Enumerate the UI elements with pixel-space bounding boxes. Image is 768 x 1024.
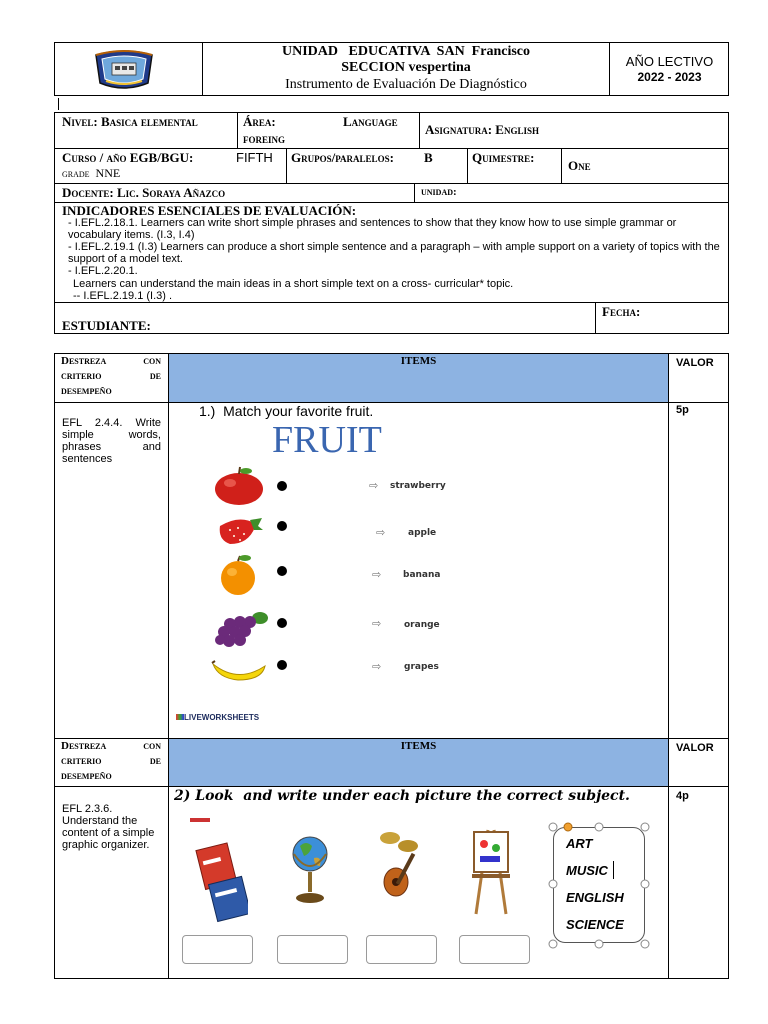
- globe-icon: [290, 826, 330, 913]
- grupos-label: Grupos/paralelos:: [291, 150, 394, 165]
- music-instruments-icon: [378, 828, 428, 905]
- section1-destreza-text: EFL 2.4.4. Write simple words, phrases and sentences: [62, 417, 161, 465]
- info-col-line-2c: [561, 148, 562, 183]
- section1-question: 1.) Match your favorite fruit.: [199, 403, 374, 419]
- curso-fifth: FIFTH: [236, 150, 273, 165]
- quimestre-value: One: [568, 158, 591, 173]
- section1-valor-header: VALOR: [676, 357, 714, 369]
- section2-items-header: ITEMS: [400, 740, 437, 752]
- section2-col-line-1: [168, 738, 169, 979]
- section1-col-line-2: [668, 353, 669, 739]
- answer-field-3[interactable]: [366, 935, 437, 964]
- info-row-line-2: [54, 183, 729, 184]
- arrow-right-icon: ⇨: [372, 617, 382, 630]
- fruit-label[interactable]: grapes: [404, 662, 439, 672]
- school-logo: [92, 47, 156, 91]
- strawberry-icon: [216, 516, 264, 551]
- indicator-4: Learners can understand the main ideas in a short simple text on a cross- curricular* topic.: [73, 278, 514, 290]
- match-dot[interactable]: [277, 481, 287, 491]
- answer-field-4[interactable]: [459, 935, 530, 964]
- match-dot[interactable]: [277, 566, 287, 576]
- info-row-line-4: [54, 302, 729, 303]
- section1-valor: 5p: [676, 404, 689, 416]
- area-value-line1: Language: [343, 114, 398, 129]
- text-caret: [613, 861, 614, 879]
- section1-table: [54, 353, 729, 739]
- section1-col-line-1: [168, 353, 169, 739]
- year-label: AÑO LECTIVO: [625, 54, 714, 69]
- arrow-right-icon: ⇨: [372, 568, 382, 581]
- subject-label: MUSIC: [566, 863, 608, 878]
- fruit-label[interactable]: strawberry: [390, 481, 446, 491]
- fruit-label[interactable]: apple: [408, 528, 437, 538]
- arrow-right-icon: ⇨: [369, 479, 379, 492]
- asignatura-field: Asignatura: English: [425, 122, 539, 137]
- subject-label: ENGLISH: [566, 890, 624, 905]
- info-col-line-3: [414, 183, 415, 202]
- section2-header-line: [54, 786, 729, 787]
- answer-field-1[interactable]: [182, 935, 253, 964]
- indicator-3: - I.EFL.2.20.1.: [68, 265, 138, 277]
- section2-destreza-header: Destreza con criterio de desempeño: [61, 740, 161, 782]
- section2-destreza-text: EFL 2.3.6. Understand the content of a simple graphic organizer.: [62, 803, 155, 851]
- section1-items-header: ITEMS: [400, 355, 437, 367]
- liveworksheets-logo-icon: [176, 714, 184, 720]
- info-col-line-fecha: [595, 302, 596, 334]
- area-label: Área:: [243, 114, 276, 129]
- indicator-1: - I.EFL.2.18.1. Learners can write short simple phrases and sentences to show that they know how to use simple grammar or vocabulary items. (I.3, I.4): [68, 217, 677, 241]
- liveworksheets-watermark: LIVEWORKSHEETS: [184, 713, 260, 722]
- curso-grade: grade NNE: [62, 166, 121, 180]
- indicator-2: - I.EFL.2.19.1 (I.3) Learners can produce a short simple sentence and a paragraph – with ample support on a variety of topics with the support of a model text.: [68, 241, 720, 265]
- quimestre-label: Quimestre:: [472, 150, 535, 165]
- grupos-value: B: [424, 150, 433, 165]
- curso-label: Curso / año EGB/BGU:: [62, 150, 194, 165]
- fruit-title: FRUIT: [272, 419, 382, 461]
- school-section: SECCION vespertina: [341, 60, 471, 75]
- books-icon: [188, 818, 248, 929]
- school-name: UNIDAD EDUCATIVA SAN Francisco: [282, 44, 530, 59]
- subject-label: SCIENCE: [566, 917, 624, 932]
- answer-field-2[interactable]: [277, 935, 348, 964]
- fruit-label[interactable]: orange: [404, 620, 440, 630]
- apple-icon: [212, 466, 266, 511]
- info-col-line-1b: [419, 112, 420, 148]
- subject-label: ART: [566, 836, 593, 851]
- easel-icon: [468, 826, 514, 921]
- area-value-line2: foreing: [243, 131, 286, 146]
- instrument-title: Instrumento de Evaluación De Diagnóstico: [285, 77, 527, 92]
- section1-header-line: [54, 402, 729, 403]
- indicator-5: -- I.EFL.2.19.1 (I.3) .: [73, 290, 173, 302]
- match-dot[interactable]: [277, 660, 287, 670]
- indicadores-title: INDICADORES ESENCIALES DE EVALUACIÓN:: [62, 203, 357, 218]
- text-cursor: [58, 98, 59, 110]
- estudiante-label: ESTUDIANTE:: [62, 318, 151, 333]
- docente-field: Docente: Lic. Soraya Añazco: [62, 185, 226, 200]
- year-value: 2022 - 2023: [637, 70, 702, 84]
- banana-icon: [210, 658, 268, 689]
- info-col-line-2b: [467, 148, 468, 183]
- header-divider-right: [609, 42, 610, 96]
- section2-valor-header: VALOR: [676, 742, 714, 754]
- info-row-line-1: [54, 148, 729, 149]
- info-col-line-1a: [237, 112, 238, 148]
- grapes-icon: [210, 608, 268, 655]
- unidad-field: unidad:: [421, 186, 457, 198]
- info-col-line-2a: [286, 148, 287, 183]
- fecha-label: Fecha:: [602, 304, 641, 319]
- section1-destreza-header: Destreza con criterio de desempeño: [61, 355, 161, 397]
- orange-icon: [214, 554, 262, 601]
- nivel-field: Nivel: Basica elemental: [62, 114, 198, 129]
- section2-valor: 4p: [676, 790, 689, 802]
- fruit-label[interactable]: banana: [403, 570, 441, 580]
- match-dot[interactable]: [277, 618, 287, 628]
- arrow-right-icon: ⇨: [376, 526, 386, 539]
- arrow-right-icon: ⇨: [372, 660, 382, 673]
- section2-question: 2) Look and write under each picture the correct subject.: [174, 788, 630, 804]
- section2-col-line-2: [668, 738, 669, 979]
- match-dot[interactable]: [277, 521, 287, 531]
